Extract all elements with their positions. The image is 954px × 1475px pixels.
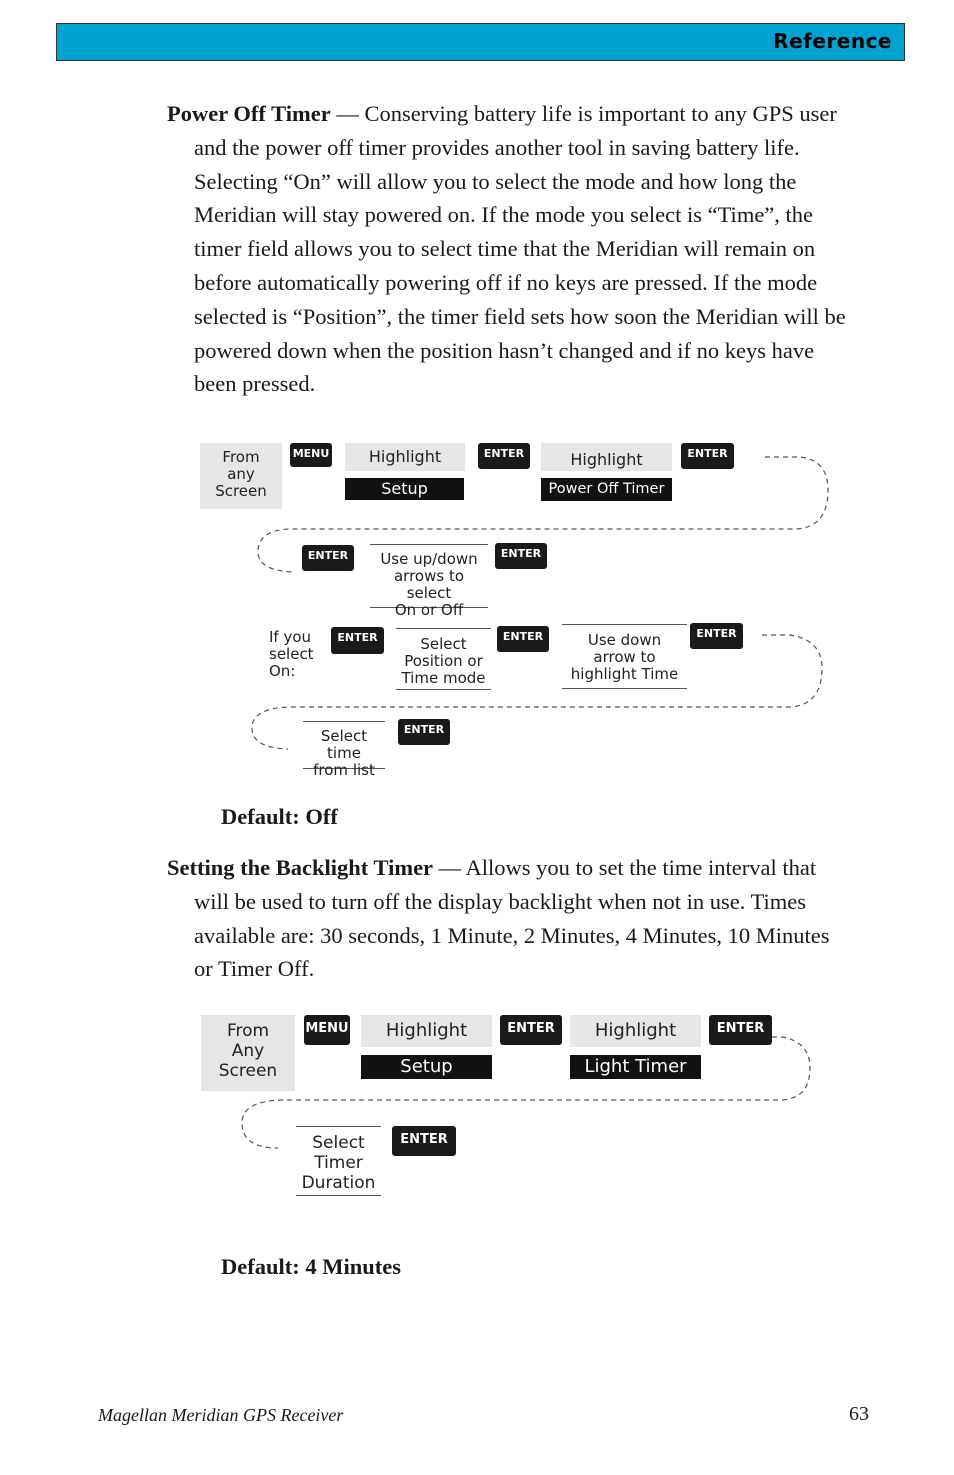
highlight-label: Highlight xyxy=(541,443,672,471)
paragraph-line: will be used to turn off the display backlight when not in use. Times xyxy=(194,888,807,914)
note-line: If you xyxy=(269,628,312,646)
step-line: Select xyxy=(420,635,467,653)
menu-key: MENU xyxy=(290,443,332,467)
page-number: 63 xyxy=(849,1403,869,1425)
setup-label: Setup xyxy=(361,1055,492,1079)
paragraph-line: Selecting “On” will allow you to select the mode and how long the xyxy=(194,168,797,194)
select-time-step xyxy=(303,721,385,779)
default-value: Default: Off xyxy=(221,804,338,829)
box-line: Any xyxy=(231,1041,265,1061)
paragraph-line: Meridian will stay powered on. If the mode you select is “Time”, the xyxy=(194,202,814,228)
enter-key: ENTER xyxy=(690,623,743,649)
box-line: Screen xyxy=(215,482,267,500)
paragraph-line: powered down when the position hasn’t changed and if no keys have xyxy=(194,337,815,363)
light-timer-label: Light Timer xyxy=(570,1055,701,1079)
paragraph-line: or Timer Off. xyxy=(194,956,315,982)
box-line: From xyxy=(226,1021,270,1041)
step-line: arrow to xyxy=(593,648,656,666)
note-line: On: xyxy=(269,662,296,680)
backlight-timer-paragraph xyxy=(167,851,884,986)
footer-manual-title: Magellan Meridian GPS Receiver xyxy=(98,1405,344,1425)
step-line: Use down xyxy=(587,631,662,649)
highlight-label: Highlight xyxy=(570,1015,701,1047)
highlight-label: Highlight xyxy=(345,443,465,471)
enter-key: ENTER xyxy=(331,627,384,654)
menu-key: MENU xyxy=(304,1015,350,1045)
setup-label: Setup xyxy=(345,478,464,500)
enter-key: ENTER xyxy=(398,719,450,745)
header-title: Reference xyxy=(773,29,892,53)
enter-key: ENTER xyxy=(495,543,547,569)
paragraph-line: available are: 30 seconds, 1 Minute, 2 Minutes, 4 Minutes, 10 Minutes xyxy=(194,922,830,948)
step-line: Use up/down xyxy=(380,550,478,568)
step-line: On or Off xyxy=(394,601,464,619)
note-line: select xyxy=(269,645,314,663)
step-line: from list xyxy=(313,761,375,779)
box-line: From xyxy=(222,448,260,466)
enter-key: ENTER xyxy=(392,1126,456,1156)
power-off-timer-term: Power Off Timer xyxy=(167,101,331,126)
step-line: Duration xyxy=(301,1173,376,1193)
step-line: Time mode xyxy=(401,669,486,687)
enter-key: ENTER xyxy=(681,443,734,469)
select-duration-step xyxy=(296,1126,381,1196)
step-line: arrows to select xyxy=(393,567,465,602)
paragraph-line: selected is “Position”, the timer field sets how soon the Meridian will be xyxy=(194,303,846,329)
paragraph-line: been pressed. xyxy=(194,371,316,397)
paragraph-line: — Allows you to set the time interval that xyxy=(433,855,817,880)
paragraph-line: timer field allows you to select time that the Meridian will remain on xyxy=(194,236,816,262)
step-line: highlight Time xyxy=(570,665,679,683)
paragraph-line: and the power off timer provides another tool in saving battery life. xyxy=(194,134,800,160)
paragraph-line: before automatically powering off if no keys are pressed. If the mode xyxy=(194,269,818,295)
step-line: Timer xyxy=(314,1153,363,1173)
enter-key: ENTER xyxy=(302,545,354,571)
highlight-label: Highlight xyxy=(361,1015,492,1047)
paragraph-line: — Conserving battery life is important to any GPS user xyxy=(330,101,837,126)
step-line: Select time xyxy=(320,727,368,762)
from-any-screen-box xyxy=(201,1015,295,1091)
select-mode-step xyxy=(396,628,491,690)
power-off-timer-label: Power Off Timer xyxy=(541,478,672,501)
enter-key: ENTER xyxy=(709,1015,772,1045)
from-any-screen-box xyxy=(200,443,282,509)
down-arrow-step xyxy=(562,624,687,689)
box-line: Screen xyxy=(218,1061,278,1081)
default-value: Default: 4 Minutes xyxy=(221,1254,401,1279)
box-line: any xyxy=(227,465,255,483)
if-on-note xyxy=(269,629,329,680)
enter-key: ENTER xyxy=(497,626,549,652)
enter-key: ENTER xyxy=(500,1015,562,1045)
step-line: Select xyxy=(312,1133,365,1153)
step-line: Position or xyxy=(404,652,483,670)
updown-step xyxy=(370,544,488,619)
backlight-timer-term: Setting the Backlight Timer xyxy=(167,855,434,880)
enter-key: ENTER xyxy=(478,443,530,469)
